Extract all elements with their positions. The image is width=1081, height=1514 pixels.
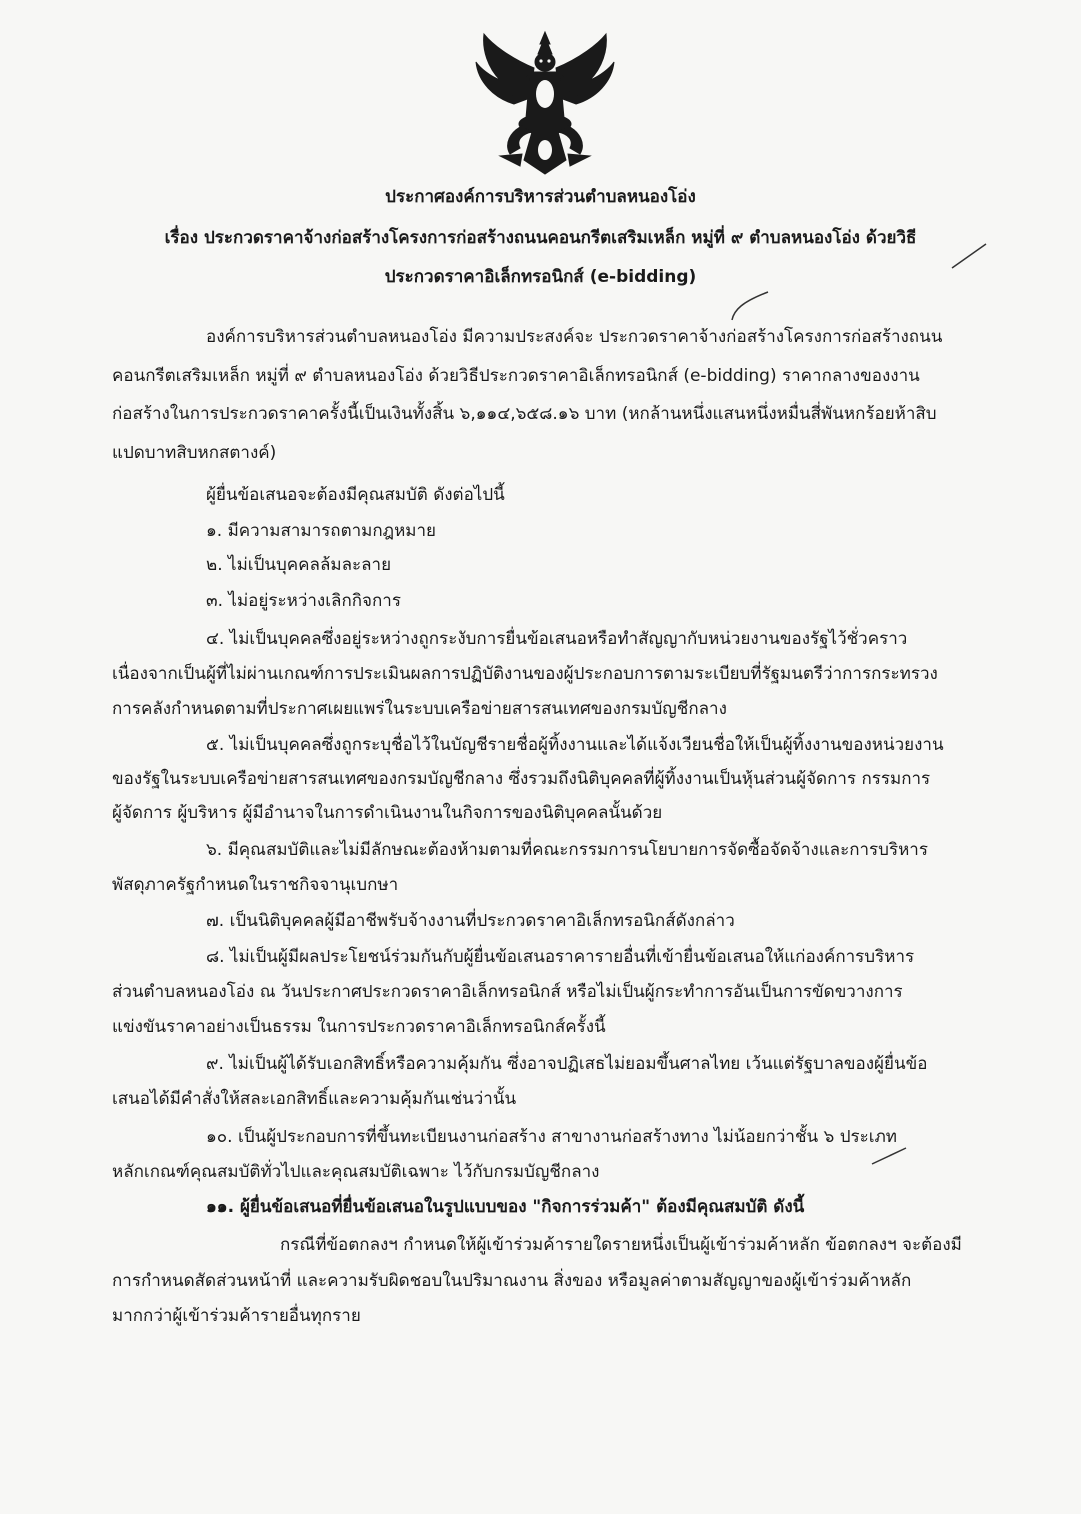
- qualification-item-cont: ของรัฐในระบบเครือข่ายสารสนเทศของกรมบัญชีกลาง ซึ่งรวมถึงนิติบุคคลที่ผู้ทิ้งงานเป็นหุ้นส่วนผู้จัดการ กรรมการ: [112, 769, 931, 789]
- subject-label: เรื่อง: [164, 228, 199, 248]
- qualification-item: ๓. ไม่อยู่ระหว่างเลิกกิจการ: [206, 591, 401, 611]
- intro-line: แปดบาทสิบหกสตางค์): [112, 443, 277, 463]
- qualification-item-cont: หลักเกณฑ์คุณสมบัติทั่วไปและคุณสมบัติเฉพาะ ไว้กับกรมบัญชีกลาง: [112, 1162, 600, 1182]
- qualification-item-cont: พัสดุภาครัฐกำหนดในราชกิจจานุเบกษา: [112, 875, 399, 895]
- pen-tick-mark: [950, 240, 990, 270]
- qualifications-intro: ผู้ยื่นข้อเสนอจะต้องมีคุณสมบัติ ดังต่อไปนี้: [206, 485, 505, 505]
- qualification-item-cont: เนื่องจากเป็นผู้ที่ไม่ผ่านเกณฑ์การประเมินผลการปฏิบัติงานของผู้ประกอบการตามระเบียบที่รัฐมนตรีว่าการกระทรวง: [112, 664, 938, 684]
- qualification-item: ๔. ไม่เป็นบุคคลซึ่งอยู่ระหว่างถูกระงับการยื่นข้อเสนอหรือทำสัญญากับหน่วยงานของรัฐไว้ชั่วคราว: [206, 629, 908, 649]
- qualification-item-cont: แข่งขันราคาอย่างเป็นธรรม ในการประกวดราคาอิเล็กทรอนิกส์ครั้งนี้: [112, 1017, 606, 1037]
- qualification-item-cont: ส่วนตำบลหนองโอ่ง ณ วันประกาศประกวดราคาอิเล็กทรอนิกส์ หรือไม่เป็นผู้กระทำการอันเป็นการขัดขวางการ: [112, 982, 903, 1002]
- qualification-item-cont: การคลังกำหนดตามที่ประกาศเผยแพร่ในระบบเครือข่ายสารสนเทศของกรมบัญชีกลาง: [112, 699, 727, 719]
- joint-venture-case-cont: มากกว่าผู้เข้าร่วมค้ารายอื่นทุกราย: [112, 1306, 361, 1326]
- subject-text: ประกวดราคาจ้างก่อสร้างโครงการก่อสร้างถนนคอนกรีตเสริมเหล็ก หมู่ที่ ๙ ตำบลหนองโอ่ง ด้วยวิธี: [203, 228, 917, 248]
- qualification-item-cont: ผู้จัดการ ผู้บริหาร ผู้มีอำนาจในการดำเนินงานในกิจการของนิติบุคคลนั้นด้วย: [112, 803, 663, 823]
- pen-tick-mark: [870, 1140, 910, 1168]
- qualification-item: ๑๐. เป็นผู้ประกอบการที่ขึ้นทะเบียนงานก่อสร้าง สาขางานก่อสร้างทาง ไม่น้อยกว่าชั้น ๖ ประเภท: [206, 1127, 898, 1147]
- qualification-item: ๑๑. ผู้ยื่นข้อเสนอที่ยื่นข้อเสนอในรูปแบบของ "กิจการร่วมค้า" ต้องมีคุณสมบัติ ดังนี้: [206, 1197, 805, 1217]
- qualification-item: ๑. มีความสามารถตามกฎหมาย: [206, 521, 436, 541]
- qualification-item: ๖. มีคุณสมบัติและไม่มีลักษณะต้องห้ามตามที่คณะกรรมการนโยบายการจัดซื้อจัดจ้างและการบริหาร: [206, 840, 928, 860]
- qualification-item: ๗. เป็นนิติบุคคลผู้มีอาชีพรับจ้างงานที่ประกวดราคาอิเล็กทรอนิกส์ดังกล่าว: [206, 911, 735, 931]
- qualification-item: ๕. ไม่เป็นบุคคลซึ่งถูกระบุชื่อไว้ในบัญชีรายชื่อผู้ทิ้งงานและได้แจ้งเวียนชื่อให้เป็นผู้ทิ้งงานของหน่วยงาน: [206, 735, 944, 755]
- announcement-subject-cont: ประกวดราคาอิเล็กทรอนิกส์ (e-bidding): [384, 267, 697, 287]
- intro-line: คอนกรีตเสริมเหล็ก หมู่ที่ ๙ ตำบลหนองโอ่ง ด้วยวิธีประกวดราคาอิเล็กทรอนิกส์ (e-bidding) ราคากลางของงาน: [112, 366, 920, 386]
- joint-venture-case-cont: การกำหนดสัดส่วนหน้าที่ และความรับผิดชอบในปริมาณงาน สิ่งของ หรือมูลค่าตามสัญญาของผู้เข้าร่วมค้าหลัก: [112, 1271, 912, 1291]
- qualification-item: ๙. ไม่เป็นผู้ได้รับเอกสิทธิ์หรือความคุ้มกัน ซึ่งอาจปฏิเสธไม่ยอมขึ้นศาลไทย เว้นแต่รัฐบาลของผู้ยื่นข้อ: [206, 1054, 928, 1074]
- intro-line: องค์การบริหารส่วนตำบลหนองโอ่ง มีความประสงค์จะ ประกวดราคาจ้างก่อสร้างโครงการก่อสร้างถนน: [206, 327, 943, 347]
- qualification-item-cont: เสนอได้มีคำสั่งให้สละเอกสิทธิ์และความคุ้มกันเช่นว่านั้น: [112, 1089, 517, 1109]
- announcement-subject: [0, 227, 1081, 249]
- joint-venture-case: กรณีที่ข้อตกลงฯ กำหนดให้ผู้เข้าร่วมค้ารายใดรายหนึ่งเป็นผู้เข้าร่วมค้าหลัก ข้อตกลงฯ จะต้องมี: [280, 1235, 962, 1255]
- pen-tick-mark: [728, 290, 772, 324]
- qualification-item: ๒. ไม่เป็นบุคคลล้มละลาย: [206, 555, 392, 575]
- announcement-title: ประกาศองค์การบริหารส่วนตำบลหนองโอ่ง: [385, 187, 696, 207]
- garuda-emblem-icon: [470, 28, 620, 180]
- qualification-item: ๘. ไม่เป็นผู้มีผลประโยชน์ร่วมกันกับผู้ยื่นข้อเสนอราคารายอื่นที่เข้ายื่นข้อเสนอให้แก่องค์การบริหาร: [206, 947, 915, 967]
- intro-line: ก่อสร้างในการประกวดราคาครั้งนี้เป็นเงินทั้งสิ้น ๖,๑๑๔,๖๕๘.๑๖ บาท (หกล้านหนึ่งแสนหนึ่งหมื่นสี่พันหกร้อยห้าสิบ: [112, 404, 937, 424]
